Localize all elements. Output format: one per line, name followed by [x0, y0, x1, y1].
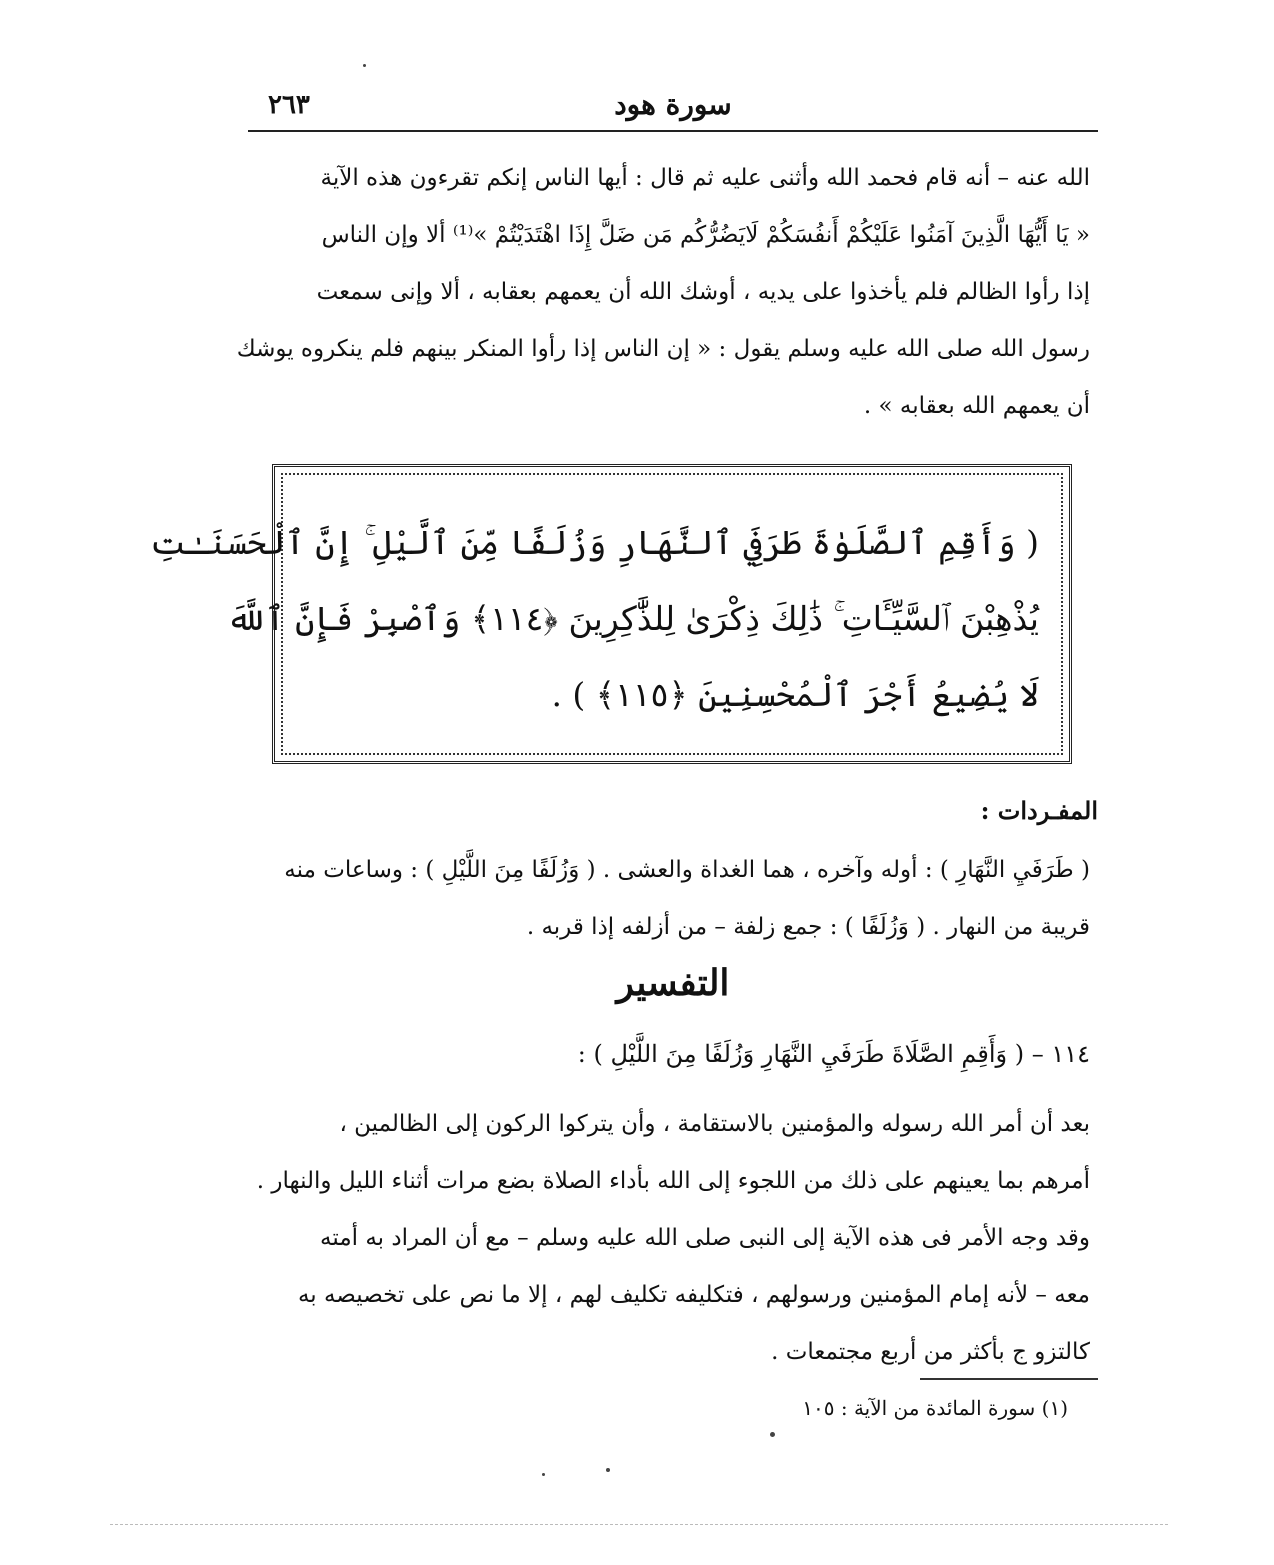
vocabulary-line: قريبة من النهار . ( وَزُلَفًا ) : جمع زلفة – من أزلفه إذا قربه . [526, 914, 1090, 940]
scan-speck [770, 1432, 775, 1437]
intro-line: إذا رأوا الظالم فلم يأخذوا على يديه ، أوشك الله أن يعمهم بعقابه ، ألا وإنى سمعت [316, 279, 1090, 305]
quran-verse-box [150, 464, 1072, 764]
scan-speck [606, 1468, 610, 1472]
page-number: ٢٦٣ [268, 90, 310, 120]
verse-line: لَا يُضِيعُ أَجْرَ ٱلْمُحْسِنِينَ ﴿١١٥﴾ ) . [551, 675, 1039, 714]
footnote-divider [920, 1378, 1098, 1380]
surah-title: سورة هود [614, 88, 732, 121]
scan-speck [363, 64, 366, 67]
tafsir-line: أمرهم بما يعينهم على ذلك من اللجوء إلى الله بأداء الصلاة بضع مرات أثناء الليل والنهار . [256, 1168, 1090, 1194]
intro-line: الله عنه – أنه قام فحمد الله وأثنى عليه ثم قال : أيها الناس إنكم تقرءون هذه الآية [320, 165, 1090, 191]
intro-line: « يَا أَيُّهَا الَّذِينَ آمَنُوا عَلَيْكُمْ أَنفُسَكُمْ لَايَضُرُّكُم مَن ضَلَّ إِذَا اهْتَدَيْتُمْ »⁽¹⁾ ألا وإن الناس [321, 222, 1090, 248]
verse-line: ( وَأَقِمِ ٱلصَّلَوٰةَ طَرَفَيِ ٱلنَّهَارِ وَزُلَفًا مِّنَ ٱلَّيْلِ ۚ إِنَّ ٱلْحَسَنَـٰتِ [150, 523, 1039, 562]
tafsir-paragraph-1 [258, 1096, 1090, 1210]
intro-line: رسول الله صلى الله عليه وسلم يقول : « إن الناس إذا رأوا المنكر بينهم فلم ينكروه يوشك [236, 336, 1090, 362]
vocabulary-paragraph [258, 842, 1090, 956]
tafsir-line: معه – لأنه إمام المؤمنين ورسولهم ، فتكليفه تكليف لهم ، إلا ما نص على تخصيصه به [297, 1282, 1090, 1308]
tafsir-line: كالتزو ج بأكثر من أربع مجتمعات . [771, 1339, 1090, 1365]
footnote: (١) سورة المائدة من الآية : ١٠٥ [802, 1396, 1068, 1420]
tafsir-paragraph-2 [258, 1210, 1090, 1381]
tafsir-line: بعد أن أمر الله رسوله والمؤمنين بالاستقامة ، وأن يتركوا الركون إلى الظالمين ، [339, 1111, 1090, 1137]
intro-paragraph [236, 150, 1090, 435]
tafsir-heading: التفسير [616, 962, 730, 1004]
verse-line: يُذْهِبْنَ ٱلسَّيِّـَٔاتِ ۚ ذَٰلِكَ ذِكْرَىٰ لِلذَّٰكِرِينَ ﴿١١٤﴾ وَٱصْبِرْ فَإِنَّ ٱللَّهَ [226, 599, 1039, 638]
scan-edge-line [110, 1524, 1168, 1525]
intro-line: أن يعمهم الله بعقابه » . [863, 393, 1090, 419]
tafsir-verse-reference: ١١٤ – ( وَأَقِمِ الصَّلَاةَ طَرَفَيِ النَّهَارِ وَزُلَفًا مِنَ اللَّيْلِ ) : [577, 1040, 1090, 1068]
vocabulary-heading: المفـردات : [980, 796, 1098, 825]
vocabulary-line: ( طَرَفَيِ النَّهَارِ ) : أوله وآخره ، هما الغداة والعشى . ( وَزُلَفًا مِنَ اللَّيْلِ ) : وساعات منه [284, 857, 1090, 883]
tafsir-line: وقد وجه الأمر فى هذه الآية إلى النبى صلى الله عليه وسلم – مع أن المراد به أمته [320, 1225, 1090, 1251]
scan-speck [542, 1473, 545, 1476]
page-header [248, 88, 1098, 132]
